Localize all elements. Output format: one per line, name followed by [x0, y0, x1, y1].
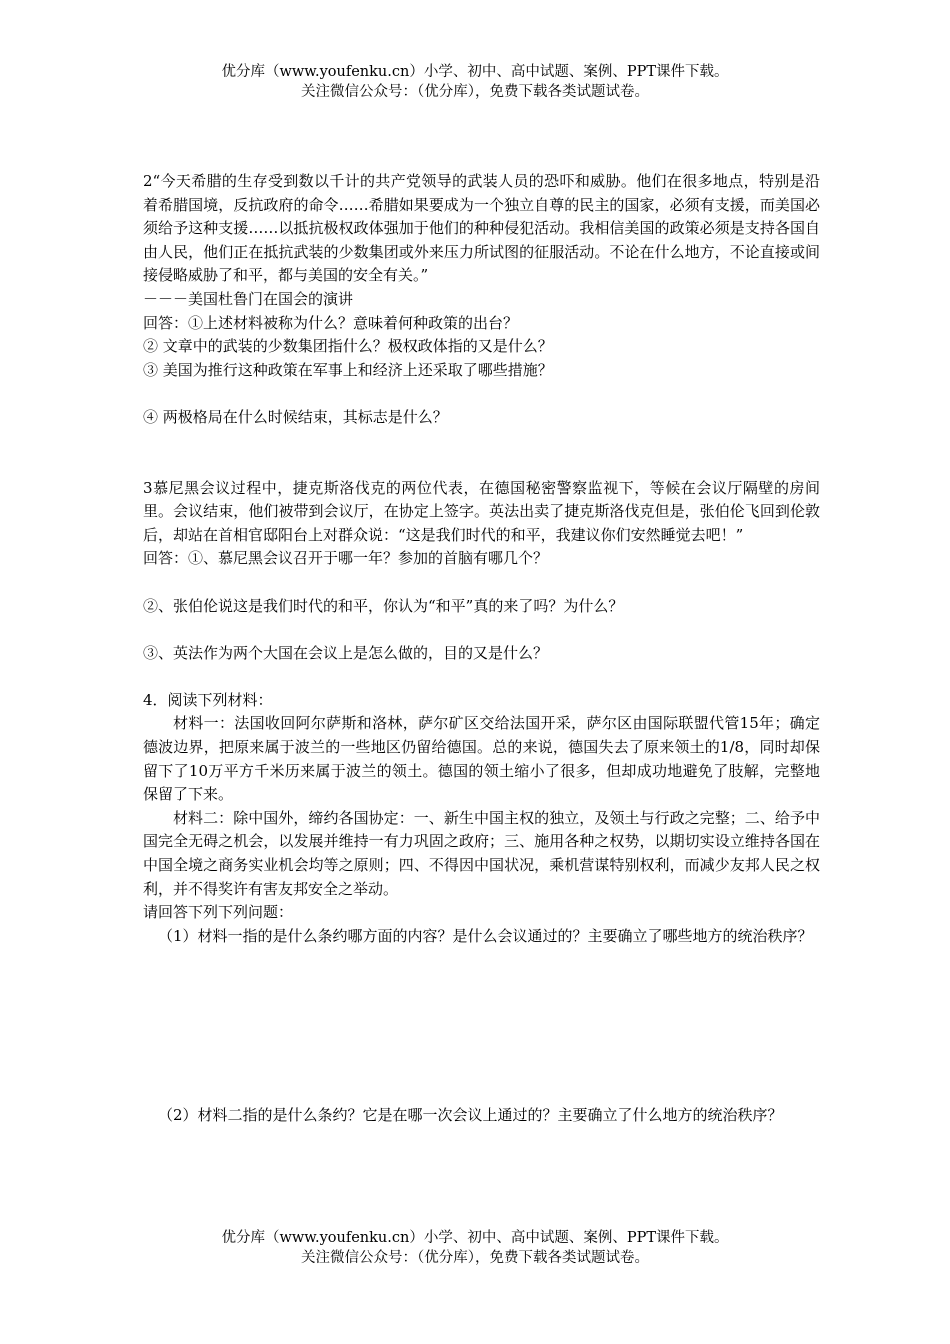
spacer: [143, 665, 820, 689]
q3-ask-3: ③、英法作为两个大国在会议上是怎么做的，目的又是什么？: [143, 643, 549, 662]
spacer: [143, 618, 820, 642]
q4-ask-2: （2）材料二指的是什么条约？它是在哪一次会议上通过的？主要确立了什么地方的统治秩序？: [158, 1106, 783, 1125]
q3-material: 3慕尼黑会议过程中，捷克斯洛伐克的两位代表，在德国秘密警察监视下，等候在会议厅隔壁的房间里。会议结束，他们被带到会议厅，在协定上签字。英法出卖了捷克斯洛伐克但是，张伯伦飞回到伦敦后，却站在首相官邸阳台上对群众说：“这是我们时代的和平，我建议你们安然睡觉去吧！”: [143, 478, 820, 544]
q2-source: －－－美国杜鲁门在国会的演讲: [143, 289, 354, 308]
header-line-2: 关注微信公众号：（优分库），免费下载各类试题试卷。: [301, 84, 649, 100]
q4-title: 4．阅读下列材料：: [143, 690, 273, 709]
q3-ask-2: ②、张伯伦说这是我们时代的和平，你认为“和平”真的来了吗？为什么？: [143, 596, 624, 615]
question-4: [143, 689, 820, 1128]
q2-ask-1: 回答：①上述材料被称为什么？意味着何种政策的出台？: [143, 313, 519, 332]
q4-prompt: 请回答下列下列问题：: [143, 903, 294, 922]
q2-ask-2: ② 文章中的武装的少数集团指什么？极权政体指的又是什么？: [143, 337, 553, 356]
answer-space: [143, 948, 820, 1026]
question-2: [143, 170, 820, 430]
page-header: [0, 62, 950, 102]
q4-ask-1: （1）材料一指的是什么条约哪方面的内容？是什么会议通过的？主要确立了哪些地方的统治秩序？: [158, 926, 813, 945]
spacer: [143, 430, 820, 477]
answer-space: [143, 1026, 820, 1104]
header-line-1: 优分库（www.youfenku.cn）小学、初中、高中试题、案例、PPT课件下载。: [221, 64, 729, 80]
q2-ask-4: ④ 两极格局在什么时候结束，其标志是什么？: [143, 407, 448, 426]
q3-ask-1: 回答：①、慕尼黑会议召开于哪一年？参加的首脑有哪几个？: [143, 549, 549, 568]
document-body: [143, 170, 820, 1128]
q4-material-2: 材料二：除中国外，缔约各国协定：一、新生中国主权的独立，及领土与行政之完整；二、给予中国完全无碍之机会，以发展并维持一有力巩固之政府；三、施用各种之权势，以期切实设立维持各国在中国全境之商务实业机会均等之原则；四、不得因中国状况，乘机营谋特别权利，而减少友邦人民之权利，并不得奖许有害友邦安全之举动。: [143, 808, 820, 898]
footer-line-2: 关注微信公众号：（优分库），免费下载各类试题试卷。: [301, 1250, 649, 1266]
q4-material-1: 材料一：法国收回阿尔萨斯和洛林，萨尔矿区交给法国开采，萨尔区由国际联盟代管15年；确定德波边界，把原来属于波兰的一些地区仍留给德国。总的来说，德国失去了原来领土的1/8，同时却保留下了10万平方千米历来属于波兰的领土。德国的领土缩小了很多，但却成功地避免了肢解，完整地保留了下来。: [143, 714, 820, 804]
q2-ask-3: ③ 美国为推行这种政策在军事上和经济上还采取了哪些措施？: [143, 360, 553, 379]
page-footer: [0, 1228, 950, 1268]
question-3: [143, 477, 820, 666]
footer-line-1: 优分库（www.youfenku.cn）小学、初中、高中试题、案例、PPT课件下载。: [221, 1230, 729, 1246]
spacer: [143, 571, 820, 595]
spacer: [143, 382, 820, 406]
q2-material: 2“今天希腊的生存受到数以千计的共产党领导的武装人员的恐吓和威胁。他们在很多地点，特别是沿着希腊国境，反抗政府的命令……希腊如果要成为一个独立自尊的民主的国家，必须有支援，而美国必须给予这种支援……以抵抗极权政体强加于他们的种种侵犯活动。我相信美国的政策必须是支持各国自由人民，他们正在抵抗武装的少数集团或外来压力所试图的征服活动。不论在什么地方，不论直接或间接侵略威胁了和平，都与美国的安全有关。”: [143, 172, 820, 285]
